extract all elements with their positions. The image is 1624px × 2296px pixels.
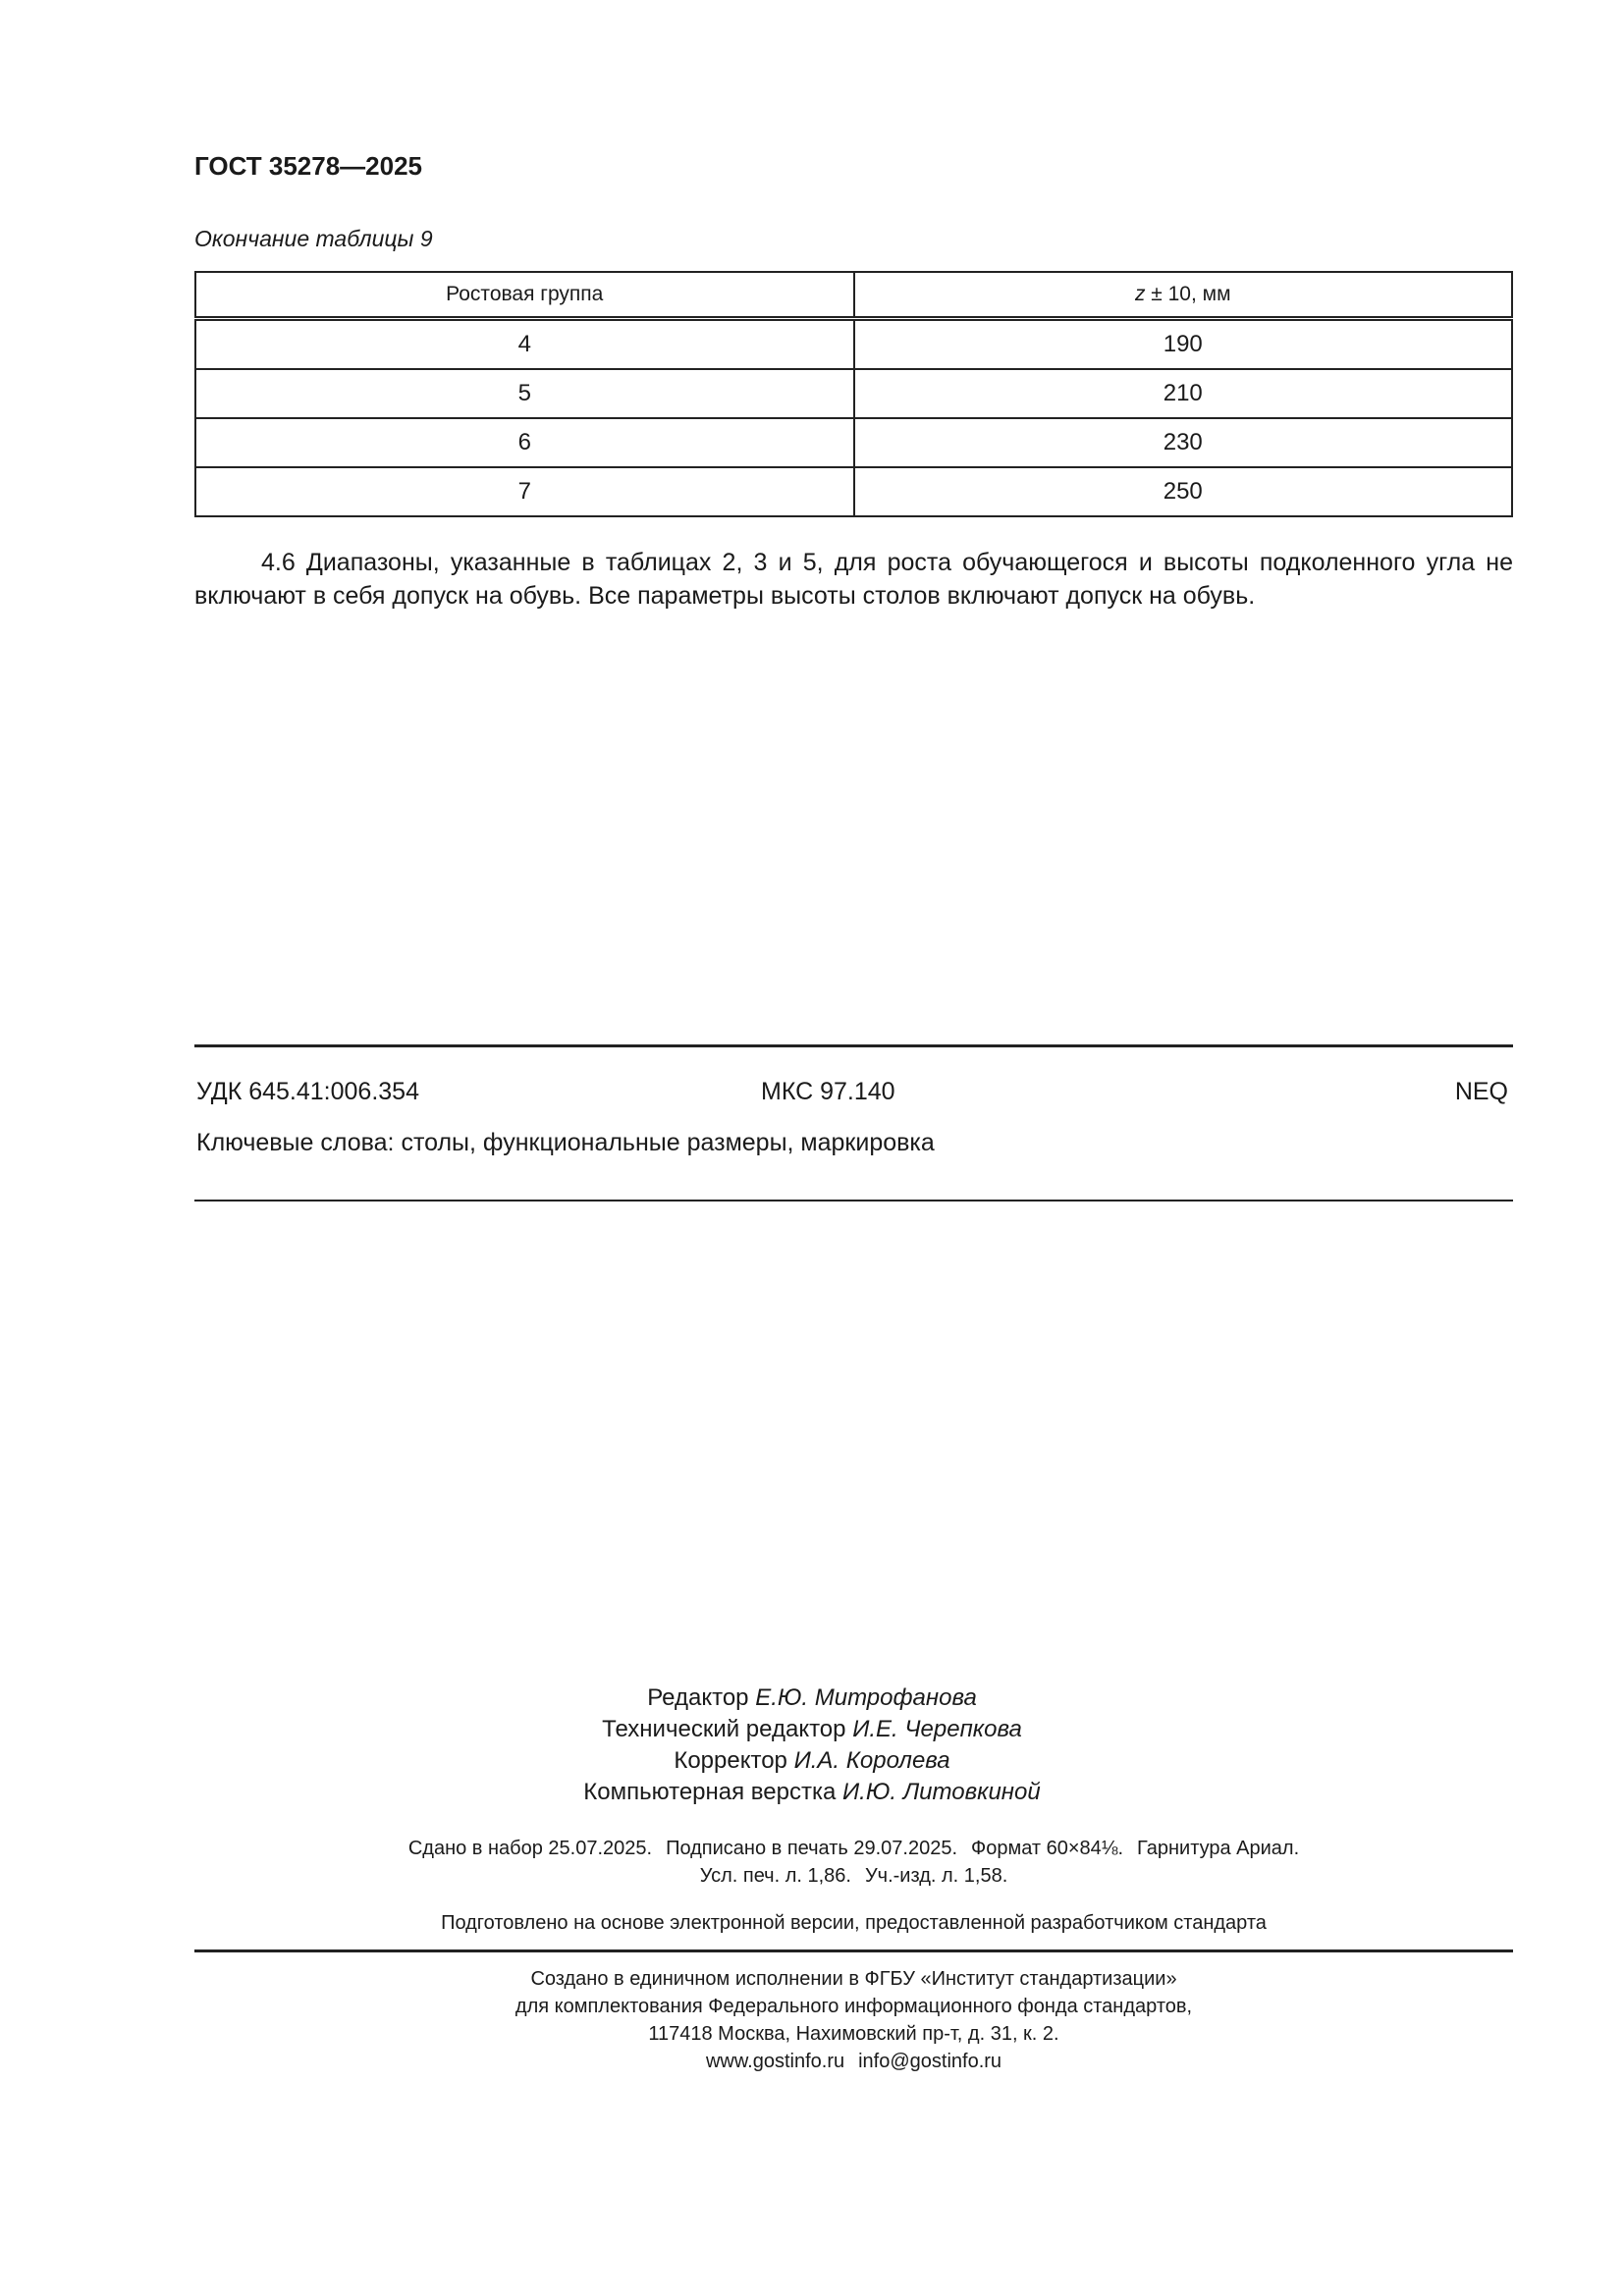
credit-editor: Редактор Е.Ю. Митрофанова [647,1684,977,1711]
keywords: Ключевые слова: столы, функциональные размеры, маркировка [196,1129,935,1156]
credit-layout: Компьютерная верстка И.Ю. Литовкиной [583,1779,1041,1805]
cell-z: 250 [854,467,1513,516]
cell-group: 6 [195,418,854,467]
cell-group: 4 [195,319,854,370]
cell-group: 5 [195,369,854,418]
divider-footer [194,1949,1513,1952]
cell-z: 190 [854,319,1513,370]
created-info [194,1965,1513,2075]
mks-code: МКС 97.140 [761,1078,895,1105]
credit-tech-editor: Технический редактор И.Е. Черепкова [602,1716,1022,1742]
site-link[interactable]: www.gostinfo.ru [705,2051,845,2072]
divider-bottom [194,1200,1513,1201]
created-contacts [194,2048,1513,2075]
document-code: ГОСТ 35278—2025 [194,151,422,181]
publication-info [194,1835,1513,1890]
created-line-2: для комплектования Федерального информационного фонда стандартов, [514,1996,1193,2017]
table-header-row [195,272,1512,319]
table-row [195,467,1512,516]
size-table [194,271,1513,517]
table-row [195,369,1512,418]
z-unit: ± 10, мм [1145,283,1231,305]
publication-line-2: Усл. печ. л. 1,86. Уч.-изд. л. 1,58. [699,1865,1008,1887]
clause-4-6: 4.6 Диапазоны, указанные в таблицах 2, 3 и 5, для роста обучающегося и высоты подколенного угла не включают в себя допуск на обувь. Все параметры высоты столов включают допуск на обувь. [194,549,1513,610]
credits-block [0,1682,1624,1808]
table-caption: Окончание таблицы 9 [194,226,433,251]
cell-z: 230 [854,418,1513,467]
cell-group: 7 [195,467,854,516]
basis-note: Подготовлено на основе электронной версии, предоставленной разработчиком стандарта [441,1912,1267,1934]
udk-code: УДК 645.41:006.354 [196,1078,419,1105]
credit-proofreader: Корректор И.А. Королева [674,1747,950,1774]
z-variable: z [1134,283,1146,305]
divider-top [194,1044,1513,1047]
table-row [195,319,1512,370]
col-header-z [854,272,1513,319]
email-link[interactable]: info@gostinfo.ru [858,2051,1002,2072]
col-header-group: Ростовая группа [195,272,854,319]
table-row [195,418,1512,467]
created-line-1: Создано в единичном исполнении в ФГБУ «Институт стандартизации» [530,1968,1177,1990]
publication-line-1: Сдано в набор 25.07.2025. Подписано в печать 29.07.2025. Формат 60×84⅛. Гарнитура Ариал. [407,1838,1300,1859]
cell-z: 210 [854,369,1513,418]
neq-label: NEQ [1454,1078,1508,1105]
created-line-3: 117418 Москва, Нахимовский пр-т, д. 31, к. 2. [648,2023,1059,2045]
